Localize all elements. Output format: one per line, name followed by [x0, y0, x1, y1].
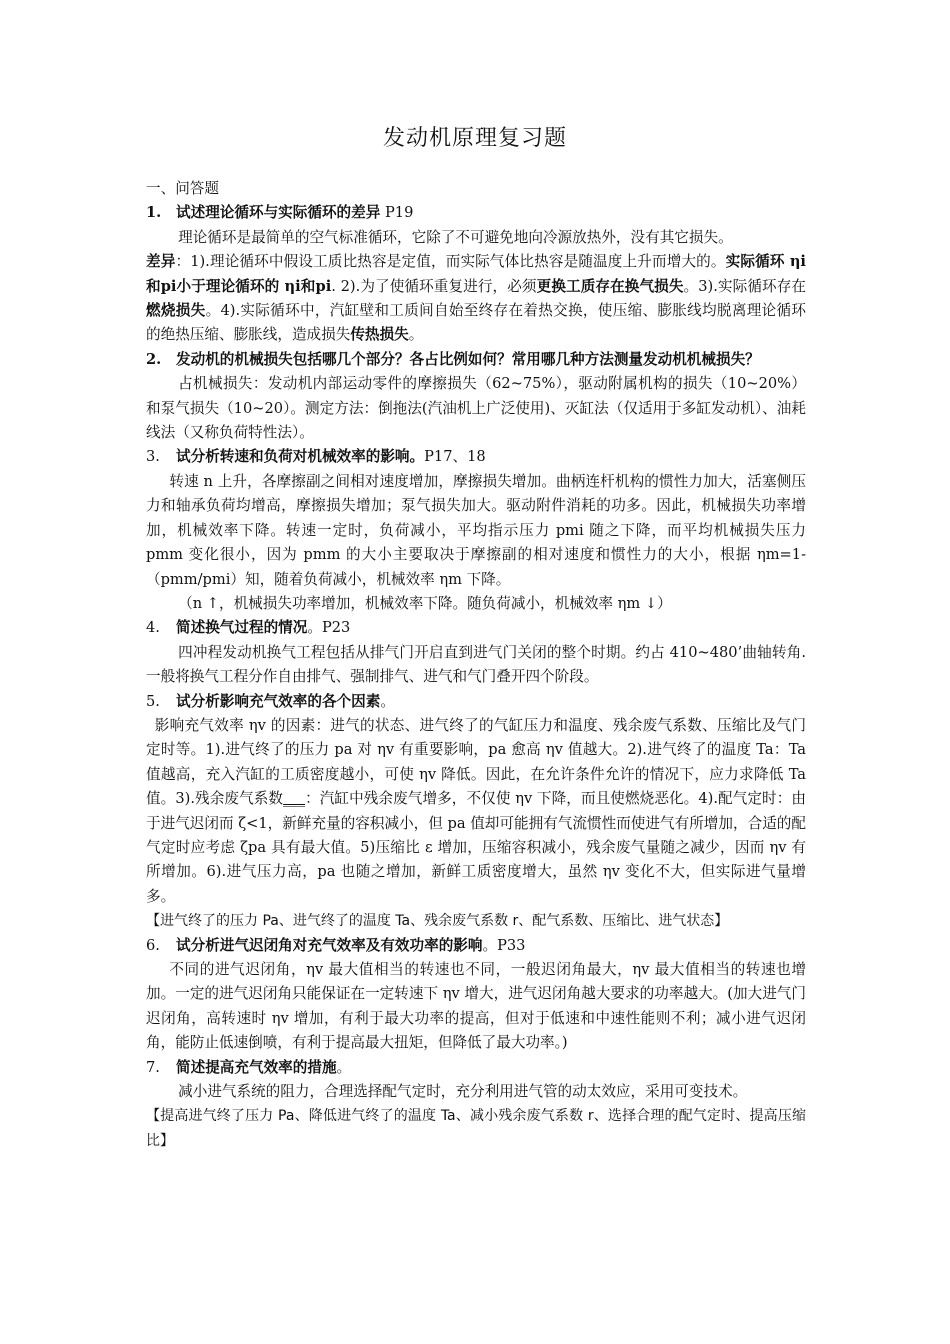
- question-7: 7. 简述提高充气效率的措施。: [146, 1056, 806, 1080]
- question-6: [146, 934, 806, 958]
- question-title: 试述理论循环与实际循环的差异: [176, 204, 381, 222]
- answer-paragraph: 理论循环是最简单的空气标准循环，它除了不可避免地向冷源放热外，没有其它损失。: [178, 228, 733, 246]
- section-heading: 一、问答题: [146, 180, 219, 197]
- answer-paragraph: 四冲程发动机换气工程包括从排气门开启直到进气门关闭的整个时期。约占 410~480’曲轴转角.一般将换气工程分作自由排气、强制排气、进气和气门叠开四个阶段。: [146, 643, 806, 686]
- question-title: 试分析影响充气效率的各个因素: [176, 692, 381, 710]
- question-number: 6.: [146, 936, 160, 954]
- question-number: 7.: [146, 1058, 160, 1076]
- document-body: [146, 177, 806, 1153]
- question-5: 5. 试分析影响充气效率的各个因素。: [146, 690, 806, 714]
- question-title: 发动机的机械损失包括哪几个部分？各占比例如何？常用哪几种方法测量发动机机械损失？: [176, 350, 760, 368]
- question-2: [146, 348, 806, 372]
- answer-paragraph: 影响充气效率 ηv 的因素：进气的状态、进气终了的气缸压力和温度、残余废气系数、压缩比及气门定时等。1).进气终了的压力 pa 对 ηv 有重要影响，pa 愈高 ηv 值越大。2).进气终了的温度 Ta：Ta 值越高，充入汽缸的工质密度越小，可使 ηv 降低。因此，在允许条件允许的情况下，应力求降低 Ta 值。3).残余废气系数___：汽缸中残余废气增多，不仅使 ηv 下降，而且使燃烧恶化。4).配气定时：由于进气迟闭而 ζ<1，新鲜充量的容积减小，但 pa 值却可能拥有气流惯性而使进气有所增加，合适的配气定时应考虑 ζpa 具有最大值。5)压缩比 ε 增加，压缩容积减小，残余废气量随之减少，因而 ηv 有所增加。6).进气压力高，pa 也随之增加，新鲜工质密度增大，虽然 ηv 变化不大，但实际进气量增多。: [146, 716, 806, 905]
- answer-paragraph: 占机械损失：发动机内部运动零件的摩擦损失（62~75%），驱动附属机构的损失（10~20%）和泵气损失（10~20）。测定方法：倒拖法(汽油机上广泛使用)、灭缸法（仅适用于多缸发动机）、油耗线法（又称负荷特性法）。: [146, 375, 806, 442]
- answer-summary: 【提高进气终了压力 Pa、降低进气终了的温度 Ta、减小残余废气系数 r、选择合理的配气定时、提高压缩比】: [146, 1108, 806, 1149]
- question-number: 1.: [146, 204, 162, 222]
- question-1: [146, 201, 806, 225]
- answer-summary: 【进气终了的压力 Pa、进气终了的温度 Ta、残余废气系数 r、配气系数、压缩比、进气状态】: [146, 913, 729, 930]
- page-ref: P17、18: [424, 448, 486, 466]
- answer-summary: （n ↑，机械损失功率增加，机械效率下降。随负荷减小，机械效率 ηm ↓）: [178, 594, 672, 612]
- question-title: 试分析进气迟闭角对充气效率及有效功率的影响: [176, 936, 483, 954]
- page-ref: 。P23: [307, 619, 351, 637]
- answer-paragraph: 减小进气系统的阻力，合理选择配气定时，充分利用进气管的动太效应，采用可变技术。: [178, 1083, 748, 1101]
- document-title: 发动机原理复习题: [382, 126, 567, 151]
- question-4: [146, 616, 806, 640]
- answer-paragraph: 转速 n 上升，各摩擦副之间相对速度增加，摩擦损失增加。曲柄连杆机构的惯性力加大，活塞侧压力和轴承负荷均增高，摩擦损失增加；泵气损失加大。驱动附件消耗的功多。因此，机械损失功率增加，机械效率下降。转速一定时，负荷减小，平均指示压力 pmi 随之下降，而平均机械损失压力 pmm 变化很小，因为 pmm 的大小主要取决于摩擦副的相对速度和惯性力的大小，根据 ηm=1-（pmm/pmi）知，随着负荷减小，机械效率 ηm 下降。: [146, 472, 806, 588]
- blank-underline: ___: [283, 790, 305, 808]
- question-title: 简述提高充气效率的措施: [176, 1058, 337, 1076]
- question-3: [146, 445, 806, 469]
- page-ref: 。P33: [482, 936, 526, 954]
- answer-paragraph: 差异：1).理论循环中假设工质比热容是定值，而实际气体比热容是随温度上升而增大的。实际循环 ηi和pi小于理论循环的 ηi和pi. 2).为了使循环重复进行，必须更换工质存在换气损失。3).实际循环存在燃烧损失。4).实际循环中，汽缸壁和工质间自始至终存在着热交换，使压缩、膨胀线均脱离理论循环的绝热压缩、膨胀线，造成损失传热损失。: [146, 253, 806, 344]
- answer-paragraph: 不同的进气迟闭角，ηv 最大值相当的转速也不同，一般迟闭角最大，ηv 最大值相当的转速也增加。一定的进气迟闭角只能保证在一定转速下 ηv 增大，进气迟闭角越大要求的功率越大。(加大进气门迟闭角，高转速时 ηv 增加，有利于最大功率的提高，但对于低速和中速性能则不利；减小进气迟闭角，能防止低速倒喷，有利于提高最大扭矩，但降低了最大功率。): [146, 961, 806, 1052]
- question-number: 4.: [146, 619, 160, 637]
- question-number: 2.: [146, 350, 162, 368]
- page-ref: P19: [380, 204, 414, 222]
- question-number: 5.: [146, 692, 160, 710]
- question-number: 3.: [146, 448, 160, 466]
- question-title: 简述换气过程的情况: [176, 619, 308, 637]
- question-title: 试分析转速和负荷对机械效率的影响。: [176, 448, 425, 466]
